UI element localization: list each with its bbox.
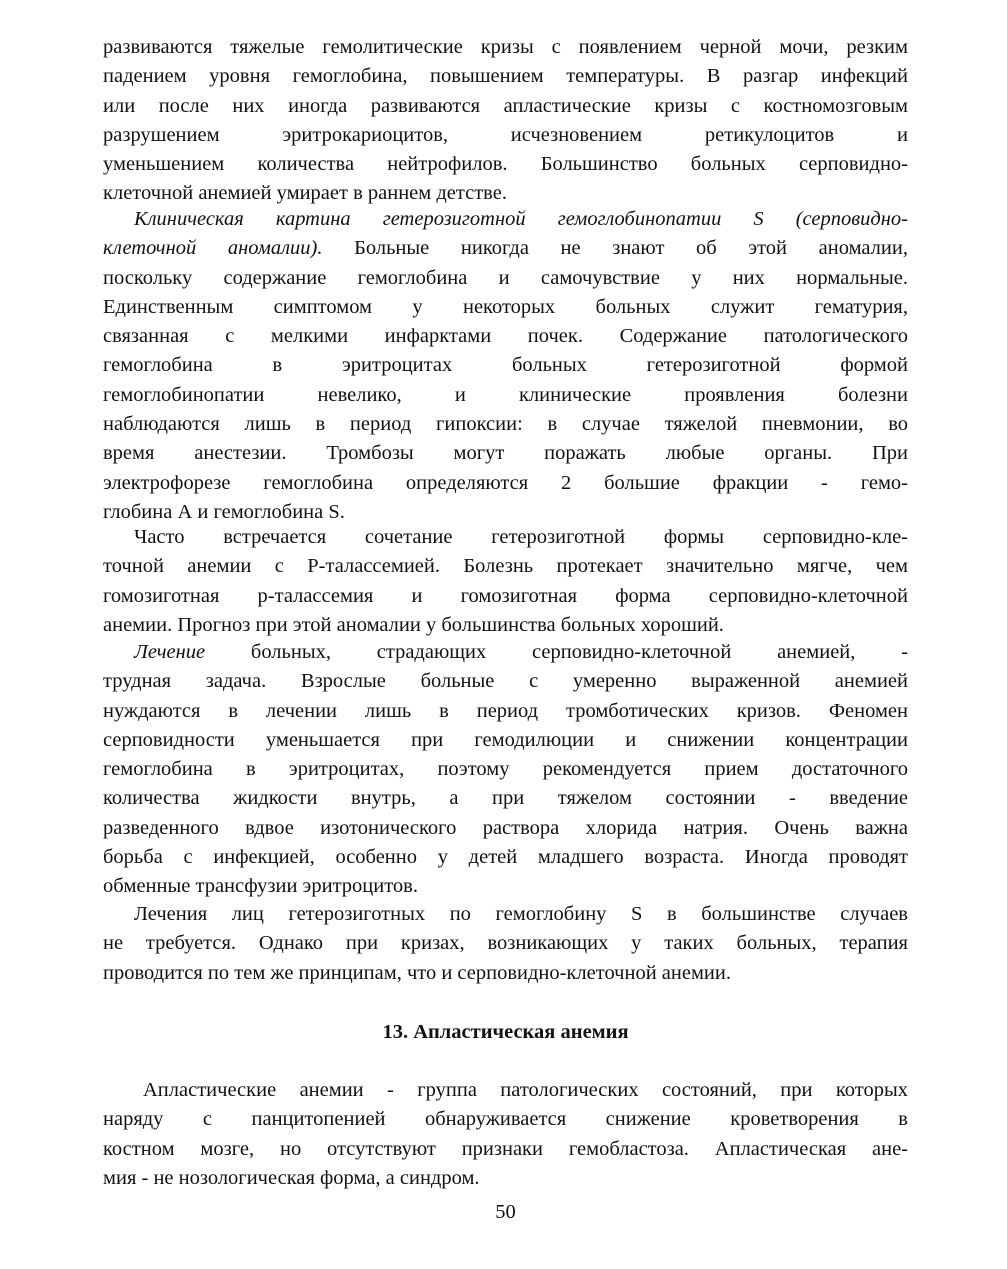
line-text: гемоглобина в эритроцитах больных гетерозиготной формой [103, 354, 908, 377]
text-line [103, 1105, 908, 1134]
text-line [103, 900, 908, 929]
section-heading: 13. Апластическая анемия [382, 1021, 629, 1043]
line-text: трудная задача. Взрослые больные с умеренно выраженной анемией [103, 670, 908, 693]
italic-lead-text: Клиническая картина гетерозиготной гемоглобинопатии S (серповидно- [134, 208, 908, 230]
text-line [103, 264, 908, 293]
text-line [103, 1076, 908, 1105]
line-text: Лечения лиц гетерозиготных по гемоглобину S в большинстве случаев [134, 903, 908, 925]
italic-lead-text: Лечение [134, 641, 206, 663]
line-text: обменные трансфузии эритроцитов. [103, 875, 418, 898]
line-text: количества жидкости внутрь, а при тяжелом состоянии - введение [103, 787, 908, 810]
text-line [103, 33, 908, 62]
text-line [103, 92, 908, 121]
text-line [103, 959, 908, 988]
line-text: уменьшением количества нейтрофилов. Большинство больных серповидно- [103, 153, 908, 176]
text-line [103, 755, 908, 784]
line-text: Больные никогда не знают об этой аномалии, [322, 237, 908, 260]
text-line [103, 62, 908, 91]
text-line [103, 1164, 908, 1193]
line-text: поскольку содержание гемоглобина и самочувствие у них нормальные. [103, 266, 908, 289]
line-text: электрофорезе гемоглобина определяются 2 большие фракции - гемо- [103, 471, 908, 494]
text-line [103, 552, 908, 581]
text-line [103, 638, 908, 667]
text-line [103, 410, 908, 439]
line-text: разрушением эритрокариоцитов, исчезновением ретикулоцитов и [103, 123, 908, 146]
line-text: или после них иногда развиваются апластические кризы с костномозговым [103, 94, 908, 117]
text-line [103, 121, 908, 150]
line-text: гемоглобина в эритроцитах, поэтому рекомендуется прием достаточного [103, 758, 908, 781]
line-text: серповидности уменьшается при гемодилюции и снижении концентрации [103, 728, 908, 751]
paragraph-3 [103, 523, 908, 640]
paragraph-1 [103, 33, 908, 209]
text-line [103, 784, 908, 813]
italic-lead-text: клеточной аномалии). [103, 237, 323, 260]
line-text: наряду с панцитопенией обнаруживается снижение кроветворения в [103, 1108, 908, 1131]
text-line [103, 814, 908, 843]
line-text: борьба с инфекцией, особенно у детей младшего возраста. Иногда проводят [103, 846, 908, 869]
text-line [103, 150, 908, 179]
line-text: мия - не нозологическая форма, а синдром. [103, 1166, 480, 1189]
text-line [103, 872, 908, 901]
text-line [103, 697, 908, 726]
paragraph-6 [103, 1076, 908, 1193]
line-text: гемоглобинопатии невелико, и клинические проявления болезни [103, 383, 908, 406]
text-line [103, 234, 908, 263]
text-line [103, 1135, 908, 1164]
line-text: анемии. Прогноз при этой аномалии у большинства больных хороший. [103, 613, 724, 636]
line-text: точной анемии с Р-талассемией. Болезнь протекает значительно мягче, чем [103, 555, 908, 578]
line-text: падением уровня гемоглобина, повышением температуры. В разгар инфекций [103, 65, 908, 88]
text-line [103, 611, 908, 640]
text-line [103, 523, 908, 552]
line-text: Часто встречается сочетание гетерозиготной формы серповидно-кле- [134, 526, 908, 548]
line-text: нуждаются в лечении лишь в период тромботических кризов. Феномен [103, 699, 908, 722]
text-line [103, 843, 908, 872]
line-text: связанная с мелкими инфарктами почек. Содержание патологического [103, 325, 908, 348]
line-text: не требуется. Однако при кризах, возникающих у таких больных, терапия [103, 932, 908, 955]
text-line [103, 322, 908, 351]
page-number: 50 [495, 1201, 516, 1223]
line-text: костном мозге, но отсутствуют признаки гемобластоза. Апластическая ане- [103, 1137, 908, 1160]
text-line [103, 726, 908, 755]
text-line [103, 582, 908, 611]
line-text: глобина А и гемоглобина S. [103, 500, 345, 523]
line-text: Апластические анемии - группа патологических состояний, при которых [143, 1079, 908, 1101]
text-line [103, 381, 908, 410]
text-line [103, 439, 908, 468]
text-line [103, 469, 908, 498]
text-line [103, 293, 908, 322]
line-text: наблюдаются лишь в период гипоксии: в случае тяжелой пневмонии, во [103, 413, 908, 436]
paragraph-4 [103, 638, 908, 902]
text-line [103, 205, 908, 234]
line-text: разведенного вдвое изотонического раствора хлорида натрия. Очень важна [103, 816, 908, 839]
text-line [103, 929, 908, 958]
paragraph-5 [103, 900, 908, 988]
line-text: проводится по тем же принципам, что и серповидно-клеточной анемии. [103, 961, 731, 984]
paragraph-2 [103, 205, 908, 527]
text-line [103, 667, 908, 696]
line-text: Единственным симптомом у некоторых больных служит гематурия, [103, 295, 908, 318]
line-text: развиваются тяжелые гемолитические кризы с появлением черной мочи, резким [103, 36, 908, 58]
line-text: время анестезии. Тромбозы могут поражать любые органы. При [103, 442, 908, 465]
line-text: клеточной анемией умирает в раннем детстве. [103, 182, 507, 205]
text-line [103, 351, 908, 380]
line-text: больных, страдающих серповидно-клеточной анемией, - [205, 641, 908, 663]
line-text: гомозиготная р-талассемия и гомозиготная форма серповидно-клеточной [103, 584, 908, 607]
